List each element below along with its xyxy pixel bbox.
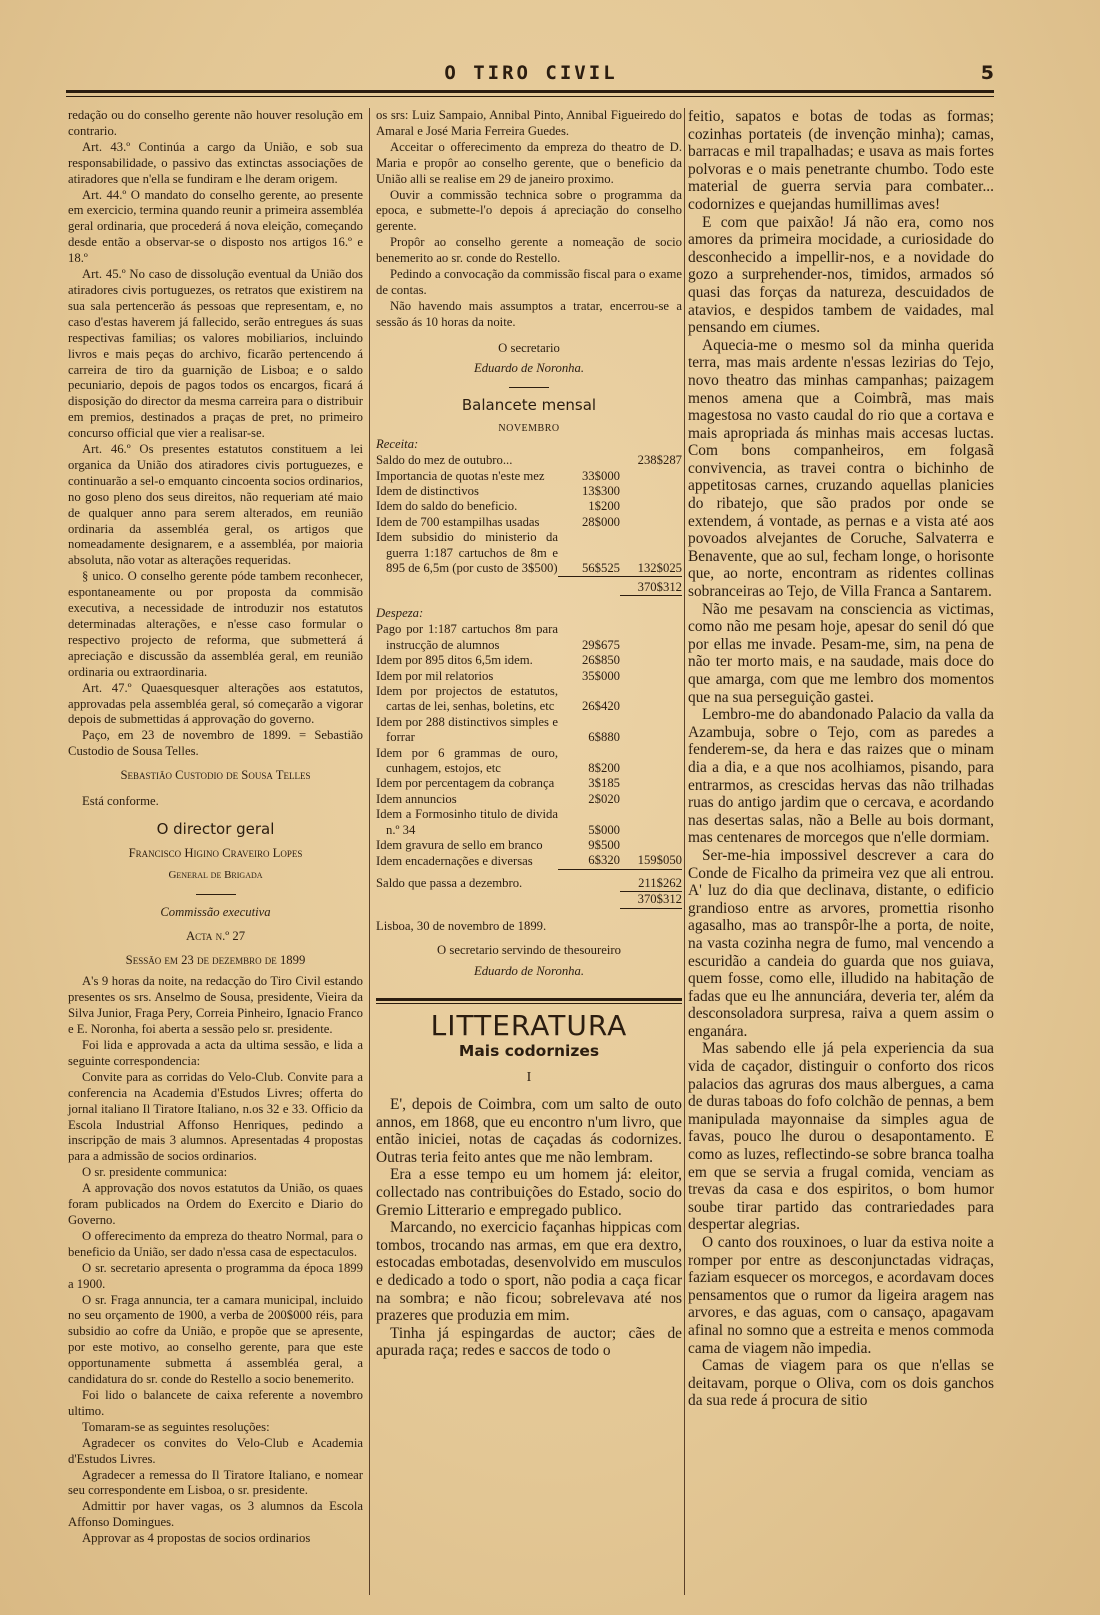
paragraph: Paço, em 23 de novembro de 1899. = Sebastião Custodio de Sousa Telles. xyxy=(68,728,363,759)
entry-value: 5$000 xyxy=(588,822,620,837)
paragraph: Tomaram-se as seguintes resoluções: xyxy=(82,1419,270,1434)
entry-description: Idem annuncios xyxy=(376,791,457,806)
entry-value xyxy=(558,453,620,468)
entry-subtotal: 238$287 xyxy=(637,453,682,468)
entry-subtotal: 132$025 xyxy=(620,530,682,576)
paragraph: Não havendo mais assumptos a tratar, encerrou-se a sessão ás 10 horas da noite. xyxy=(376,298,682,329)
receita-total: 370$312 xyxy=(620,577,682,596)
receita-row xyxy=(376,484,682,499)
entry-description: Idem encadernações e diversas xyxy=(376,853,533,868)
paragraph: redação ou do conselho gerente não houver resolução em contrario. xyxy=(68,108,363,138)
column-divider xyxy=(684,108,685,1595)
secretary-title: O secretario xyxy=(498,340,560,355)
entry-subtotal xyxy=(620,499,682,514)
receita-table xyxy=(376,453,682,577)
paragraph: O sr. secretario apresenta o programma da época 1899 a 1900. xyxy=(68,1260,363,1291)
receita-row xyxy=(376,453,682,468)
entry-subtotal xyxy=(620,807,682,838)
entry-subtotal: 159$050 xyxy=(620,853,682,869)
paragraph: feitio, sapatos e botas de todas as formas; cozinhas portateis (de invenção minha); camas, barracas e mil trapalhadas; e usava as mais fortes polvoras e o mais penetrante chumbo. Todo este material de guerra servia para combater... codornizes e quejandas humillimas aves! xyxy=(688,108,994,213)
saldo-row xyxy=(376,876,682,909)
despeza-row xyxy=(376,853,682,869)
receita-label: Receita: xyxy=(376,437,419,452)
date-line: Lisboa, 30 de novembro de 1899. xyxy=(376,918,547,933)
entry-value: 13$300 xyxy=(581,484,620,499)
entry-subtotal xyxy=(620,653,682,668)
entry-subtotal xyxy=(620,669,682,684)
column-2 xyxy=(376,108,682,1360)
session-date: Sessão em 23 de dezembro de 1899 xyxy=(125,952,306,967)
entry-description: Idem a Formosinho titulo de divida n.º 34 xyxy=(376,807,558,837)
paragraph: Era a esse tempo eu um homem já: eleitor, collectado nas contribuições do Estado, socio do Gremio Litterario e empregado publico. xyxy=(376,1166,682,1219)
despeza-label: Despeza: xyxy=(376,606,424,621)
despeza-table xyxy=(376,622,682,870)
paragraph: Pedindo a convocação da commissão fiscal para o exame de contas. xyxy=(376,267,682,297)
section-rule-thin xyxy=(376,1003,682,1004)
entry-value: 6$320 xyxy=(558,853,620,869)
page-header xyxy=(66,62,996,88)
paragraph: E', depois de Coimbra, com um salto de outo annos, em 1868, que eu encontro n'um livro, que então iniciei, notas de caçadas ás codornizes. Outras teria feito antes que me não lembram. xyxy=(376,1096,682,1166)
header-rule-thin xyxy=(66,96,994,97)
paragraph: A approvação dos novos estatutos da União, os quaes foram publicados na Ordem do Exercito e Diario do Governo. xyxy=(68,1181,363,1227)
paragraph: Não me pesavam na consciencia as victimas, como não me pesam hoje, apesar do senil dó que por ellas me invade. Pesam-me, sim, na pena de não ter morto mais, e na saudade, mais doce do que amarga, com que me lembro dos momentos que na sua perseguição gastei. xyxy=(688,600,994,706)
paragraph: Admittir por haver vagas, os 3 alumnos da Escola Affonso Domingues. xyxy=(68,1499,363,1530)
literature-heading: LITTERATURA xyxy=(430,1009,628,1043)
column-3 xyxy=(688,108,994,1410)
entry-subtotal xyxy=(620,792,682,807)
paragraph: O offerecimento da empreza do theatro Normal, para o beneficio da União, ser dado n'essa casa de espectaculos. xyxy=(68,1228,363,1259)
entry-subtotal xyxy=(620,746,682,777)
receita-row xyxy=(376,530,682,576)
entry-value: 1$200 xyxy=(588,499,620,514)
entry-description: Saldo do mez de outubro... xyxy=(376,453,513,468)
despeza-row xyxy=(376,746,682,777)
entry-value: 35$000 xyxy=(581,668,620,683)
balance-month: NOVEMBRO xyxy=(498,423,560,435)
entry-description: Idem por 288 distinctivos simples e forrar xyxy=(376,714,558,745)
entry-description: Idem gravura de sello em branco xyxy=(376,837,543,852)
despeza-row xyxy=(376,807,682,838)
paragraph: Marcando, no exercicio façanhas hippicas com tombos, trocando nas armas, em que era dextro, estocadas embotadas, desenvolvido em musculos e dedicado a todo o sport, não podia a caça ficar na sombra; e não ficou; sobrelevava até nos prazeres que produzia em mim. xyxy=(376,1219,682,1325)
entry-value: 28$000 xyxy=(581,514,620,529)
paragraph: A's 9 horas da noite, na redacção do Tiro Civil estando presentes os srs. Anselmo de Sousa, presidente, Vieira da Silva Junior, Fraga Pery, Correia Pinheiro, Ignacio Franco e E. Noronha, foi aberta a sessão pelo sr. presidente. xyxy=(68,974,363,1037)
despeza-row xyxy=(376,653,682,668)
despeza-row xyxy=(376,715,682,746)
despeza-row xyxy=(376,669,682,684)
entry-description: Idem por mil relatorios xyxy=(376,668,494,683)
entry-value: 56$525 xyxy=(558,530,620,576)
receita-row xyxy=(376,515,682,530)
balance-title: Balancete mensal xyxy=(461,395,597,414)
entry-value: 29$675 xyxy=(581,637,620,652)
column-divider xyxy=(369,108,370,1595)
paragraph: E com que paixão! Já não era, como nos amores da primeira mocidade, a curiosidade do desconhecido a impellir-nos, e a novidade do gozo a surprehender-nos, timidos, armados só quasi das forças da natureza, descuidados de atavios, e despidos tambem de vaidades, mal pensando em ciumes. xyxy=(688,213,994,337)
treasurer-line: O secretario servindo de thesoureiro xyxy=(437,942,621,957)
receita-row xyxy=(376,469,682,484)
commission-heading: Commissão executiva xyxy=(160,904,271,919)
section-rule-thick xyxy=(376,998,682,1001)
column-1 xyxy=(68,108,363,1547)
entry-description: Idem por projectos de estatutos, cartas de lei, senhas, boletins, etc xyxy=(376,683,558,714)
paragraph: § unico. O conselho gerente póde tambem reconhecer, espontaneamente ou por proposta da commisão executiva, a necessidade de introduzir nos estatutos determinadas alterações, e n'esse caso formular o respectivo projecto de reforma, que submetterá á apreciação e discussão da assembléa geral, em reunião ordinaria ou extraordinaria. xyxy=(68,569,363,679)
paragraph: Art. 44.º O mandato do conselho gerente, ao presente em exercicio, termina quando reunir a primeira assembléa geral ordinaria, que procederá á nova eleição, começando desde então a observar-se o disposto nos artigos 16.º e 18.º xyxy=(68,187,363,266)
entry-value: 2$020 xyxy=(588,791,620,806)
entry-value: 3$185 xyxy=(588,776,620,791)
acta-number: Acta n.º 27 xyxy=(185,928,246,943)
entry-subtotal xyxy=(620,684,682,715)
paragraph: Ouvir a commissão technica sobre o programma da epoca, e submette-l'o depois á apreciação do conselho gerente. xyxy=(376,187,682,234)
paragraph: Lembro-me do abandonado Palacio da valla da Azambuja, sobre o Tejo, com as paredes a fenderem-se, da hera e das raizes que o minam dia a dia, e a que nos acolhiamos, pisando, para entrarmos, as crescidas hervas das não trilhadas ruas do antigo jardim que o cercava, e acordando nas desertas salas, não a Belle au bois dormant, mas centenares de morcegos que n'elle dormiam. xyxy=(688,706,994,847)
entry-description: Idem por percentagem da cobrança xyxy=(376,776,555,791)
paragraph: Acceitar o offerecimento da empreza do theatro de D. Maria e propôr ao conselho gerente, que o beneficio da União alli se realise em 29 de janeiro proximo. xyxy=(376,139,682,186)
entry-value: 9$500 xyxy=(588,837,620,852)
paragraph: Mas sabendo elle já pela experiencia da sua vida de caçador, distinguir o conforto dos ricos palacios das agruras dos maus albergues, a cama de duras taboas do fofo colchão de pennas, a bem manipulada mayonnaise da simples agua de favas, pouco lhe durou o desapontamento. E como as luzes, reflectindo-se sobre branca toalha em que se servia a frugal comida, venciam as trevas da casa e dos espiritos, o bom humor soube tirar partido das contrariedades para despertar alegrias. xyxy=(688,1040,994,1234)
header-rule-thick xyxy=(66,90,994,93)
paragraph: Approvar as 4 propostas de socios ordinarios xyxy=(82,1531,311,1546)
entry-value: 33$000 xyxy=(581,468,620,483)
despeza-row xyxy=(376,622,682,653)
entry-description: Importancia de quotas n'este mez xyxy=(376,468,545,483)
secretary-name: Eduardo de Noronha. xyxy=(473,360,585,375)
paragraph: Agradecer os convites do Velo-Club e Academia d'Estudos Livres. xyxy=(68,1435,363,1466)
entry-value: 26$420 xyxy=(581,699,620,714)
saldo-value: 211$262 xyxy=(638,875,682,890)
entry-subtotal xyxy=(620,622,682,653)
director-name: Francisco Higino Craveiro Lopes xyxy=(128,845,303,860)
entry-subtotal xyxy=(620,484,682,499)
entry-description: Idem de 700 estampilhas usadas xyxy=(376,514,540,529)
story-title: Mais codornizes xyxy=(458,1042,600,1061)
page-number: 5 xyxy=(980,62,994,84)
paragraph: Ser-me-hia impossivel descrever a cara do Conde de Ficalho da primeira vez que ali entrou. A' luz do dia que declinava, distante, o edificio grandioso entre as arvores, promettia risonho agasalho, mas ao transpôr-lhe a porta, de noite, na vasta cozinha negra de fumo, mal vencendo a escuridão a candeia do guarda que nos guiava, quem fosse, como elle, illudido na habitação de fadas que eu lhe annunciára, deveria ter, além da desconsoladora surpresa, raiva a quem assim o enganára. xyxy=(688,846,994,1040)
despeza-row xyxy=(376,776,682,791)
paragraph: Agradecer a remessa do Il Tiratore Italiano, e nomear seu correspondente em Lisboa, o sr. presidente. xyxy=(68,1467,363,1498)
paragraph: Aquecia-me o mesmo sol da minha querida terra, mas mais ardente n'essas lezirias do Tejo, novo theatro das minhas campanhas; paizagem menos amena que a Coimbrã, mas mais magestosa no vasto caudal do rio que a cortava e mais apropriada ás minhas mais accesas luctas. Com bons companheiros, em folgasã convivencia, as travei contra o bichinho de appetitosas carnes, cruzando aquellas planicies do ribatejo, que são prados por onde se extendem, á vontade, as pernas e a vista até aos povoados alvejantes de Coruche, Salvaterra e Benavente, que ao sul, fecham longe, o horisonte que, ao norte, encontram as ridentes collinas sobranceiras ao Tejo, de Villa Franca a Santarem. xyxy=(688,336,994,601)
paragraph: Tinha já espingardas de auctor; cães de apurada raça; redes e saccos de todo o xyxy=(376,1324,682,1360)
entry-description: Idem por 895 ditos 6,5m idem. xyxy=(376,653,533,668)
director-rank: General de Brigada xyxy=(168,868,263,881)
entry-subtotal xyxy=(620,776,682,791)
paragraph: Convite para as corridas do Velo-Club. Convite para a conferencia na Academia d'Estudos Livres; offerta do jornal italiano Il Tiratore Italiano, n.os 32 e 33. Officio da Escola Industrial Affonso Henriques, pedindo a inscripção de mais 3 alumnos. Apresentadas 4 propostas para a admissão de socios ordinarios. xyxy=(68,1069,363,1164)
paragraph: os srs: Luiz Sampaio, Annibal Pinto, Annibal Figueiredo do Amaral e José Maria Ferreira Guedes. xyxy=(376,108,682,138)
paragraph: Art. 43.º Continúa a cargo da União, e sob sua responsabilidade, o passivo das extinctas associações de atiradores que n'ella se fundiram e lhe deram origem. xyxy=(68,139,363,186)
entry-subtotal xyxy=(620,515,682,530)
newspaper-title: O TIRO CIVIL xyxy=(444,62,618,84)
signature: Sebastião Custodio de Sousa Telles xyxy=(120,768,311,783)
entry-description: Idem do saldo do beneficio. xyxy=(376,499,518,514)
paragraph: O canto dos rouxinoes, o luar da estiva noite a romper por entre as desconjunctadas vidraças, faziam esquecer os morcegos, e acordavam doces pensamentos que o rumor da ligeira aragem nas arvores, e das aguas, com o cansaço, apagavam afinal no somno que a estreita e menos commoda cama de viagem não impedia. xyxy=(688,1234,994,1357)
paragraph: O sr. Fraga annuncia, ter a camara municipal, incluido no seu orçamento de 1900, a verba de 200$000 réis, para subsidio ao cofre da União, e propõe que se apresente, por este motivo, ao conselho gerente, para que este opportunamente submetta á assembléa geral, a candidatura do sr. conde do Restello a socio benemerito. xyxy=(68,1292,363,1387)
entry-description: Idem por 6 grammas de ouro, cunhagem, estojos, etc xyxy=(376,745,558,775)
saldo-desc: Saldo que passa a dezembro. xyxy=(376,876,523,891)
short-rule xyxy=(509,387,549,388)
paragraph: Art. 47.º Quaesquesquer alterações aos estatutos, approvadas pela assembléa geral, só começarão a vigorar depois de submettidas á approvação do governo. xyxy=(68,680,363,727)
entry-value: 6$880 xyxy=(588,730,620,745)
despeza-row xyxy=(376,792,682,807)
director-heading: O director geral xyxy=(156,819,275,838)
paragraph: Camas de viagem para os que n'ellas se deitavam, porque o Oliva, com os dois ganchos da sua rede á procura de sitio xyxy=(688,1357,994,1410)
paragraph: Art. 45.º No caso de dissolução eventual da União dos atiradores civis portuguezes, os retratos que existirem na sua sala pertencerão ás pessoas que representam, e, no caso d'estas haverem já fallecido, serão entregues ás suas respectivas familias; os valores mobiliarios, incluindo livros e mais peças do archivo, ficarão pertencendo á carreira de tiro da guarnição de Lisboa; e o saldo pecuniario, depois de pagos todos os encargos, ficará á disposição do director da mesma carreira para o distribuir em premios, destinados a praças de pret, no primeiro concurso official que vier a realisar-se. xyxy=(68,267,363,441)
entry-description: Pago por 1:187 cartuchos 8m para instrucção de alumnos xyxy=(376,622,558,652)
receita-row xyxy=(376,499,682,514)
paragraph: Art. 46.º Os presentes estatutos constituem a lei organica da União dos atiradores civis portuguezes, e continuarão a sel-o emquanto cincoenta socios ordinarios, no goso pleno dos seus direitos, não requeriam até maio de qualquer anno para serem alterados, em reunião ordinaria da assembléa geral, os artigos que nomeadamente designarem, e a assembléa, por maioria absoluta, não votar as alterações requeridas. xyxy=(68,442,363,568)
entry-value: 8$200 xyxy=(588,760,620,775)
paragraph: O sr. presidente communica: xyxy=(82,1165,228,1180)
entry-description: Idem subsidio do ministerio da guerra 1:187 cartuchos de 8m e 895 de 6,5m (por custo de 3$500) xyxy=(376,530,558,576)
paragraph: Foi lido o balancete de caixa referente a novembro ultimo. xyxy=(68,1387,363,1418)
conforme-line: Está conforme. xyxy=(82,794,159,809)
despeza-row xyxy=(376,838,682,853)
entry-subtotal xyxy=(620,469,682,484)
paragraph: Foi lida e approvada a acta da ultima sessão, e lida a seguinte correspondencia: xyxy=(68,1038,363,1068)
short-rule xyxy=(196,894,236,895)
entry-subtotal xyxy=(620,715,682,746)
paragraph: Propôr ao conselho gerente a nomeação de socio benemerito ao sr. conde do Restello. xyxy=(376,235,682,266)
chapter-number: I xyxy=(526,1070,532,1086)
entry-value: 26$850 xyxy=(581,653,620,668)
despeza-row xyxy=(376,684,682,715)
treasurer-name: Eduardo de Noronha. xyxy=(473,964,585,979)
entry-description: Idem de distinctivos xyxy=(376,484,479,499)
despeza-total: 370$312 xyxy=(620,892,682,908)
entry-subtotal xyxy=(620,838,682,853)
receita-total-row xyxy=(376,577,682,596)
